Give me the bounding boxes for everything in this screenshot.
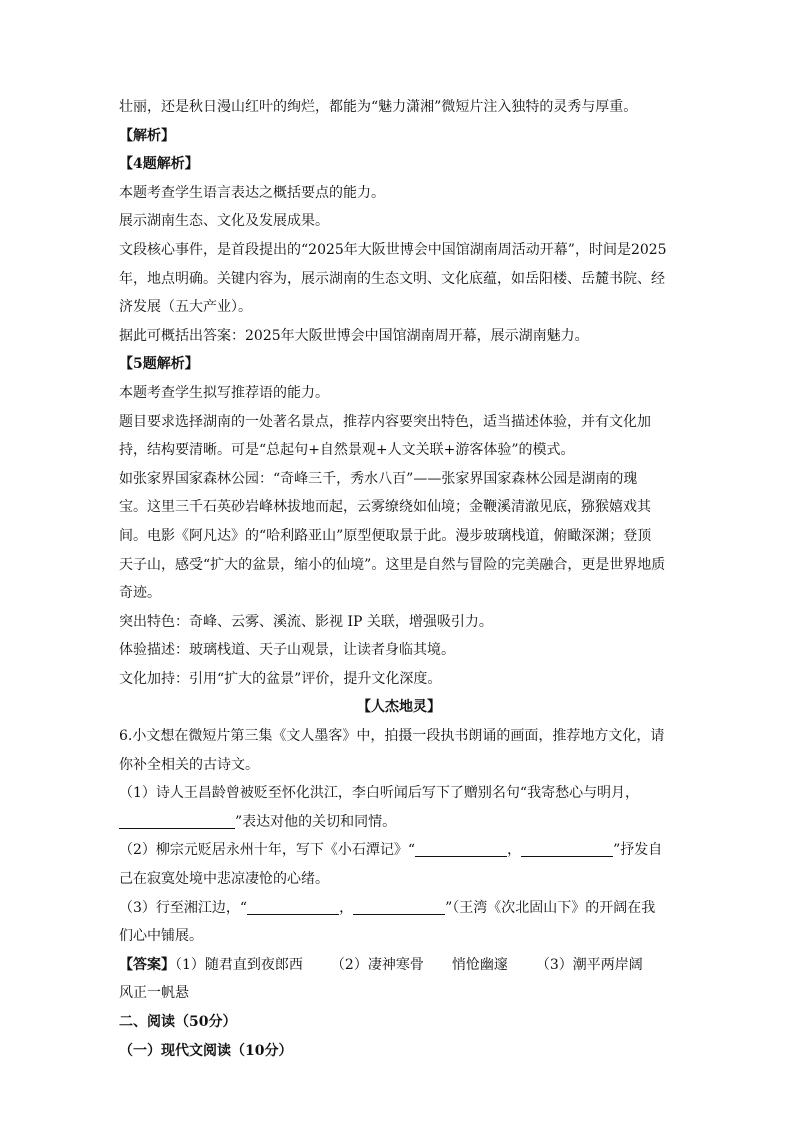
text-fragment: ， <box>339 899 354 916</box>
text-line: 突出特色：奇峰、云雾、溪流、影视 IP 关联，增强吸引力。 <box>119 613 493 630</box>
answer-label: 【答案】 <box>119 956 175 973</box>
text-line: 文段核心事件，是首段提出的“2025年大阪世博会中国馆湖南周活动开幕”，时间是2025 <box>119 241 667 258</box>
answer-blank <box>119 812 235 829</box>
document-page <box>119 93 679 1065</box>
text-line: 年，地点明确。关键内容为，展示湖南的生态文明、文化底蕴，如岳阳楼、岳麓书院、经 <box>119 270 665 287</box>
fill-line-1 <box>119 808 679 837</box>
answer-blank <box>247 898 339 915</box>
text-line: 奇迹。 <box>119 585 161 602</box>
text-line: 文化加持：引用“扩大的盆景”评价，提升文化深度。 <box>119 670 442 687</box>
fill-line-2 <box>119 836 679 865</box>
text-line: 本题考查学生拟写推荐语的能力。 <box>119 384 329 401</box>
text-line: 题目要求选择湖南的一处著名景点，推荐内容要突出特色，适当描述体验，并有文化加 <box>119 413 651 430</box>
fill-line-3 <box>119 894 679 923</box>
section-heading-q5: 【5题解析】 <box>119 356 199 373</box>
answer-1: （1）随君直到夜郎西 <box>175 956 303 973</box>
text-line: 天子山，感受“扩大的盆景，缩小的仙境”。这里是自然与冒险的完美融合，更是世界地质 <box>119 556 666 573</box>
text-fragment: （2）柳宗元贬居永州十年，写下《小石潭记》“ <box>119 842 416 859</box>
text-line: 如张家界国家森林公园：“奇峰三千，秀水八百”——张家界国家森林公园是湖南的瑰 <box>119 470 638 487</box>
text-line: 持，结构要清晰。可是“总起句+自然景观+人文关联+游客体验”的模式。 <box>119 442 575 459</box>
text-fragment: （3）行至湘江边，“ <box>119 899 248 916</box>
answer-3: （3）潮平两岸阔 <box>535 956 643 973</box>
answer-2: （2）凄神寒骨 <box>330 956 424 973</box>
section-heading-q4: 【4题解析】 <box>119 156 199 173</box>
question-6: 6.小文想在微短片第三集《文人墨客》中，拍摄一段执书朗诵的画面，推荐地方文化，请 <box>119 728 665 745</box>
text-line: 间。电影《阿凡达》的“哈利路亚山”原型便取景于此。漫步玻璃栈道，俯瞰深渊；登顶 <box>119 527 652 544</box>
section-heading-reading: 二、阅读（50分） <box>119 1014 237 1030</box>
text-line: 本题考查学生语言表达之概括要点的能力。 <box>119 184 385 201</box>
answer-blank <box>415 840 507 857</box>
text-line: 体验描述：玻璃栈道、天子山观景，让读者身临其境。 <box>119 642 455 659</box>
text-line: 展示湖南生态、文化及发展成果。 <box>119 213 329 230</box>
text-line: 己在寂寞处境中悲凉凄怆的心绪。 <box>119 871 329 888</box>
text-line: 们心中铺展。 <box>119 928 203 945</box>
text-line: （1）诗人王昌龄曾被贬至怀化洪江，李白听闻后写下了赠别名句“我寄愁心与明月， <box>119 785 640 802</box>
answer-line <box>119 951 679 980</box>
answer-blank <box>353 898 445 915</box>
section-heading-analysis: 【解析】 <box>119 127 175 144</box>
section-heading-modern: （一）现代文阅读（10分） <box>119 1042 293 1059</box>
text-fragment: ”（王湾《次北固山下》的开阔在我 <box>445 899 656 916</box>
answer-continuation: 风正一帆悬 <box>119 985 189 1002</box>
text-fragment: ”抒发自 <box>613 842 663 859</box>
text-fragment: ， <box>507 842 522 859</box>
text-line: 据此可概括出答案：2025年大阪世博会中国馆湖南周开幕，展示湖南魅力。 <box>119 327 589 344</box>
section-heading-renjie: 【人杰地灵】 <box>357 699 441 716</box>
answer-blank <box>521 840 613 857</box>
text-line: 你补全相关的古诗文。 <box>119 756 259 773</box>
text-line: 济发展（五大产业）。 <box>119 299 252 316</box>
text-line: 宝。这里三千石英砂岩峰林拔地而起，云雾缭绕如仙境；金鞭溪清澈见底，猕猴嬉戏其 <box>119 499 651 516</box>
text-line: 壮丽，还是秋日漫山红叶的绚烂，都能为“魅力潇湘”微短片注入独特的灵秀与厚重。 <box>119 99 638 115</box>
text-fragment: ”表达对他的关切和同情。 <box>235 813 397 830</box>
answer-2b: 悄怆幽邃 <box>451 956 508 973</box>
